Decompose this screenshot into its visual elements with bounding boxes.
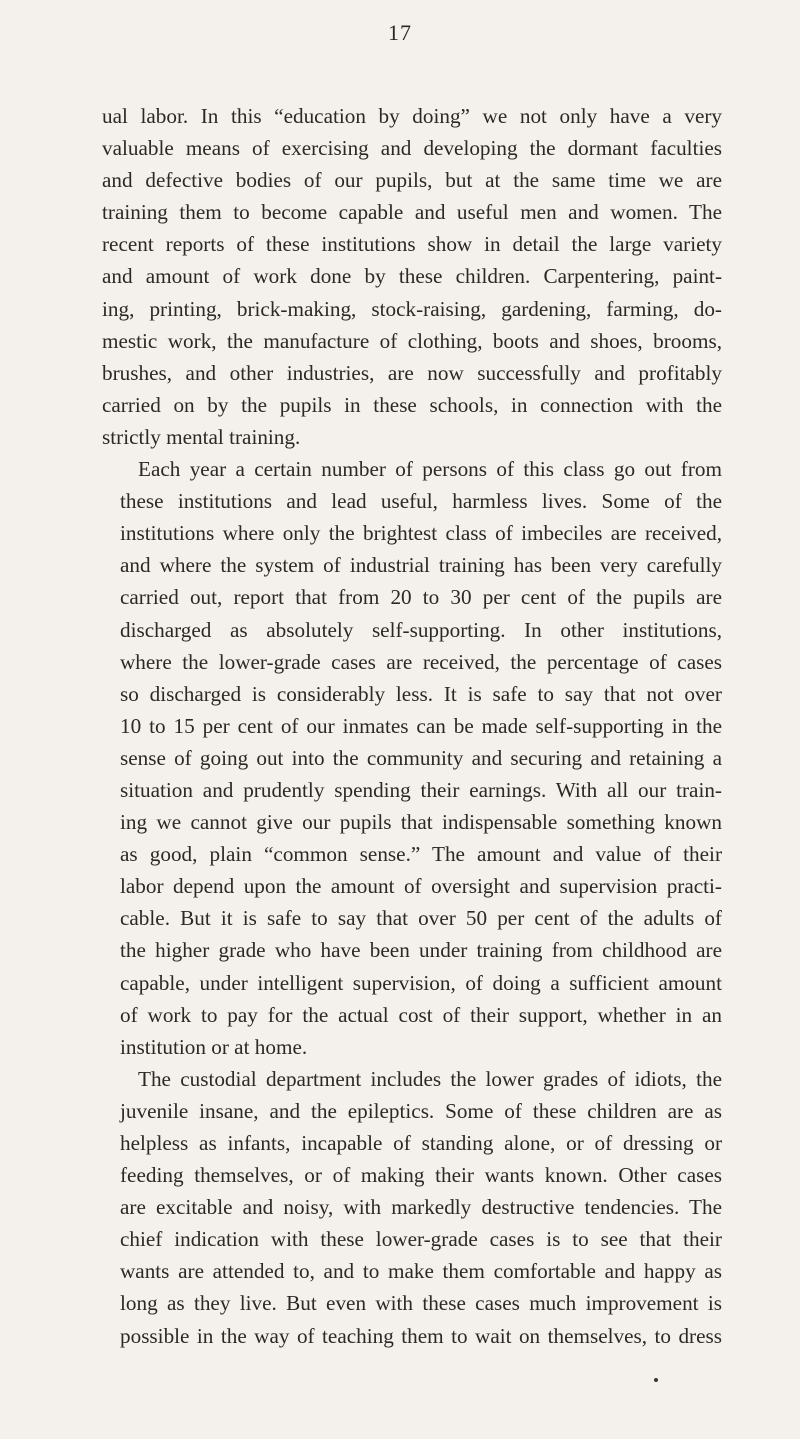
text-line: strictly mental training. [102,424,301,449]
text-line: where the lower-grade cases are received, the percentage of cases [120,649,722,674]
text-line: wants are attended to, and to make them comfortable and happy as [120,1259,722,1284]
text-line: cable. But it is safe to say that over 50 per cent of the adults of [120,906,722,931]
text-line: The custodial department includes the lower grades of idiots, the [138,1066,722,1091]
text-line: ing, printing, brick-making, stock-raising, gardening, farming, do- [102,296,722,321]
text-line: training them to become capable and useful men and women. The [102,200,722,225]
text-line: mestic work, the manufacture of clothing, boots and shoes, brooms, [102,328,722,353]
text-line: valuable means of exercising and developing the dormant faculties [102,136,722,161]
text-line: juvenile insane, and the epileptics. Some of these children are as [120,1098,722,1123]
paragraph-3 [102,1063,722,1352]
page-number: 17 [388,20,412,45]
text-line: these institutions and lead useful, harmless lives. Some of the [120,489,722,514]
text-line: sense of going out into the community and securing and retaining a [120,745,722,770]
text-line: and amount of work done by these children. Carpentering, paint- [102,264,722,289]
text-line: of work to pay for the actual cost of their support, whether in an [120,1002,722,1027]
text-line: labor depend upon the amount of oversight and supervision practi- [120,874,722,899]
text-line: are excitable and noisy, with markedly destructive tendencies. The [120,1195,722,1220]
text-line: carried on by the pupils in these schools, in connection with the [102,392,722,417]
text-line: recent reports of these institutions show in detail the large variety [102,232,722,257]
text-line: situation and prudently spending their earnings. With all our train- [120,777,722,802]
text-line: as good, plain “common sense.” The amount and value of their [120,842,722,867]
text-line: possible in the way of teaching them to wait on themselves, to dress [120,1323,722,1348]
text-line: helpless as infants, incapable of standing alone, or of dressing or [120,1131,722,1155]
text-line: capable, under intelligent supervision, of doing a sufficient amount [120,970,722,995]
text-line: feeding themselves, or of making their wants known. Other cases [120,1163,722,1188]
paragraph-1 [102,100,722,453]
text-line: carried out, report that from 20 to 30 per cent of the pupils are [120,585,722,610]
text-line: chief indication with these lower-grade cases is to see that their [120,1227,722,1252]
text-line: Each year a certain number of persons of this class go out from [138,457,722,482]
print-speck [654,1378,658,1382]
text-line: discharged as absolutely self-supporting. In other institutions, [120,617,722,642]
text-line: long as they live. But even with these cases much improvement is [120,1291,722,1316]
text-line: institutions where only the brightest class of imbeciles are received, [120,521,722,546]
text-line: and defective bodies of our pupils, but at the same time we are [102,168,722,193]
text-line: ual labor. In this “education by doing” we not only have a very [102,104,722,128]
text-line: brushes, and other industries, are now successfully and profitably [102,360,722,385]
text-line: 10 to 15 per cent of our inmates can be made self-supporting in the [120,713,722,738]
text-line: institution or at home. [120,1034,308,1059]
paragraph-2 [102,453,722,1063]
text-line: and where the system of industrial training has been very carefully [120,553,722,578]
text-line: so discharged is considerably less. It is safe to say that not over [120,681,722,706]
text-line: the higher grade who have been under training from childhood are [120,938,722,963]
body-text [102,100,722,1352]
text-line: ing we cannot give our pupils that indispensable something known [120,810,722,835]
